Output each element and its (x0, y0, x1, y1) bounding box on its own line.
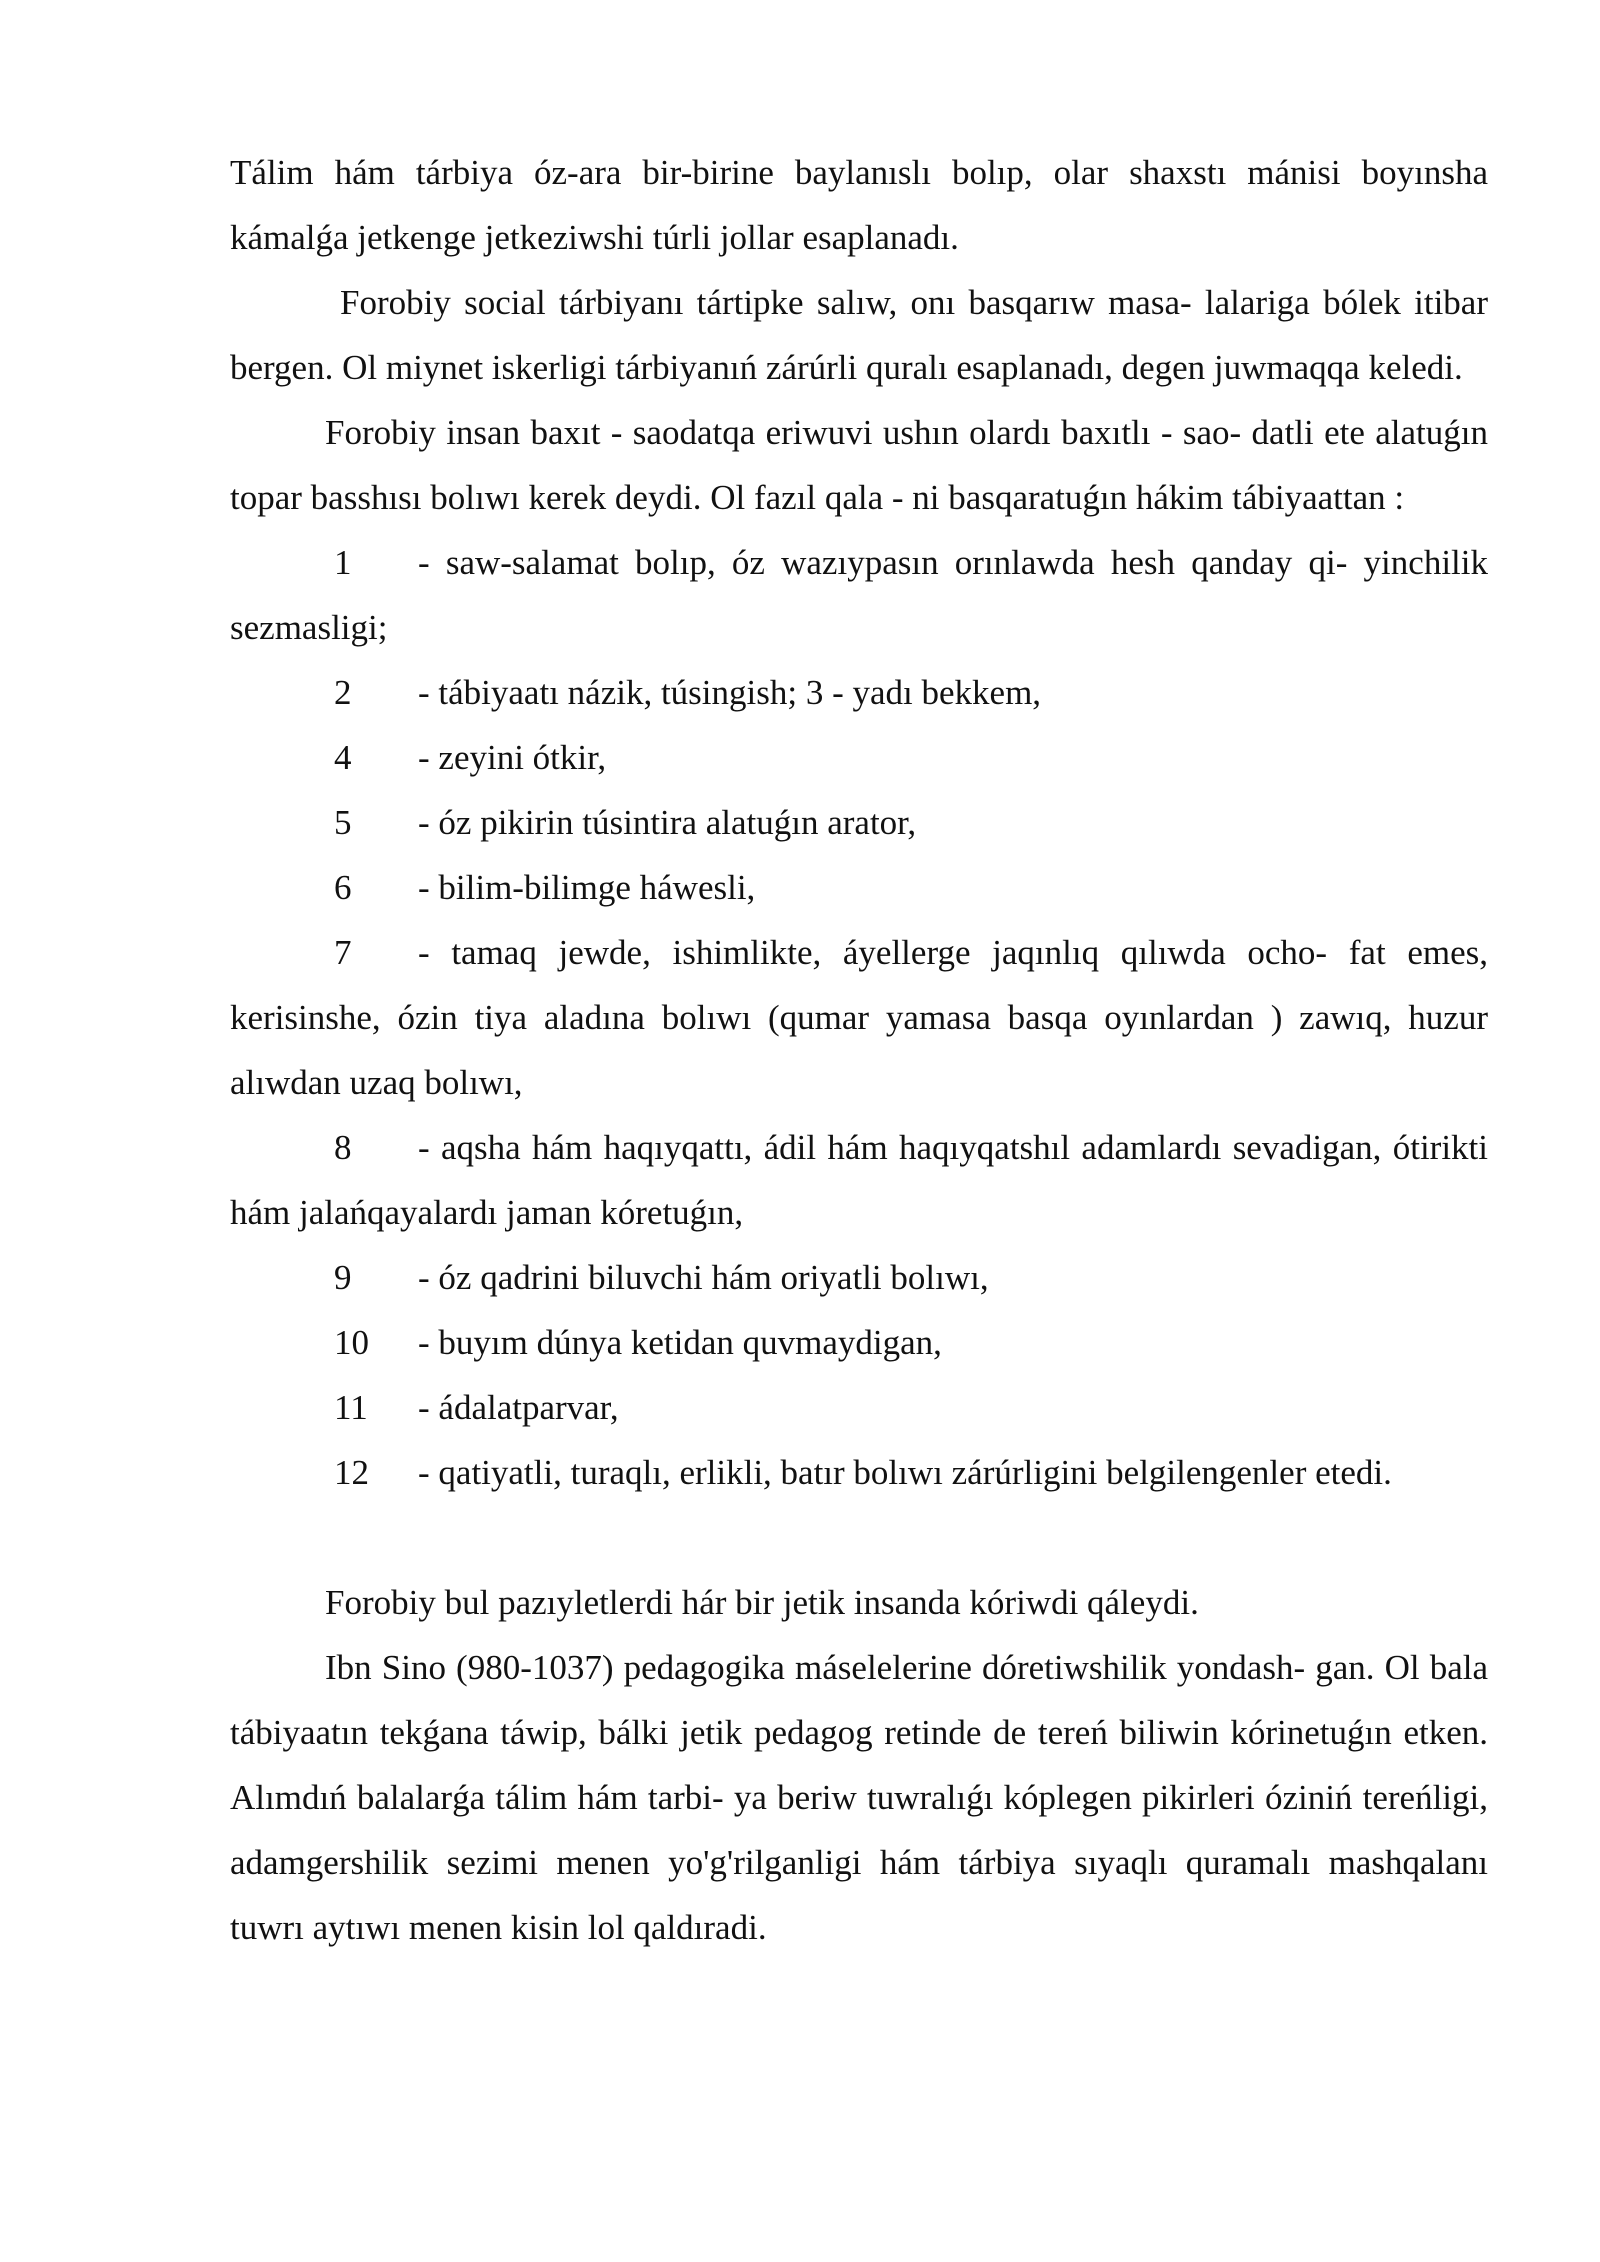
list-item (230, 660, 1488, 725)
document-page (230, 140, 1488, 1960)
list-number: 2 (334, 673, 352, 712)
paragraph-3: Forobiy insan baxıt - saodatqa eriwuvi ushın olardı baxıtlı - sao- datli ete alatuǵın topar basshısı bolıwı kerek deydi. Ol fazıl qala - ni basqaratuǵın hákim tábiyaattan : (230, 413, 1488, 517)
list-number: 12 (334, 1453, 369, 1492)
list-text: - ádalatparvar, (418, 1388, 619, 1427)
list-text: - qatiyatli, turaqlı, erlikli, batır bolıwı zárúrligini belgilengenler etedi. (418, 1453, 1392, 1492)
list-number: 10 (334, 1323, 369, 1362)
list-number: 6 (334, 868, 352, 907)
list-item (230, 790, 1488, 855)
list-item (230, 1310, 1488, 1375)
paragraph-4: Forobiy bul pazıyletlerdi hár bir jetik insanda kóriwdi qáleydi. (325, 1583, 1199, 1622)
paragraph-2: Forobiy social tárbiyanı tártipke salıw, onı basqarıw masa- lalariga bólek itibar bergen. Ol miynet iskerligi tárbiyanıń zárúrli quralı esaplanadı, degen juwmaqqa keledi. (230, 283, 1488, 387)
list-text: - tábiyaatı názik, túsingish; 3 - yadı bekkem, (418, 673, 1042, 712)
paragraph-5: Ibn Sino (980-1037) pedagogika máselelerine dóretiwshilik yondash- gan. Ol bala tábiyaatın tekǵana táwip, bálki jetik pedagog retinde de tereń biliwin kórinetuǵın etken. Alımdıń balalarǵa tálim hám tarbi- ya beriw tuwralıǵı kóplegen pikirleri óziniń tereńligi, adamgershilik sezimi menen yo'g'rilganligi hám tárbiya sıyaqlı quramalı mashqalanı tuwrı aytıwı menen kisin lol qaldıradi. (230, 1648, 1488, 1947)
paragraph-1: Tálim hám tárbiya óz-ara bir-birine baylanıslı bolıp, olar shaxstı mánisi boyınsha kámalǵa jetkenge jetkeziwshi túrli jollar esaplanadı. (230, 153, 1488, 257)
list-text: - bilim-bilimge háwesli, (418, 868, 756, 907)
list-item (230, 1505, 1488, 1570)
list-number: 7 (334, 933, 352, 972)
list-text: - tamaq jewde, ishimlikte, áyellerge jaqınlıq qılıwda ocho- fat emes, kerisinshe, ózin tiya aladına bolıwı (qumar yamasa basqa oyınlardan ) zawıq, huzur alıwdan uzaq bolıwı, (230, 933, 1488, 1102)
list-item (230, 530, 1488, 660)
list-number: 1 (334, 543, 352, 582)
list-item (230, 1440, 1488, 1505)
list-item (230, 855, 1488, 920)
list-item (230, 1245, 1488, 1310)
list-item (230, 1115, 1488, 1245)
list-item (230, 725, 1488, 790)
list-text: - óz pikirin túsintira alatuǵın arator, (418, 803, 917, 842)
list-number: 9 (334, 1258, 352, 1297)
list-item (230, 1375, 1488, 1440)
list-text: - saw-salamat bolıp, óz wazıypasın orınlawda hesh qanday qi- yinchilik sezmasligi; (230, 543, 1488, 647)
list-text: - aqsha hám haqıyqattı, ádil hám haqıyqatshıl adamlardı sevadigan, ótirikti hám jalańqayalardı jaman kóretuǵın, (230, 1128, 1488, 1232)
list-text: - zeyini ótkir, (418, 738, 607, 777)
list-number: 11 (334, 1388, 368, 1427)
list-item (230, 920, 1488, 1115)
list-number: 5 (334, 803, 352, 842)
qualities-list (230, 530, 1488, 1570)
list-text: - óz qadrini biluvchi hám oriyatli bolıwı, (418, 1258, 989, 1297)
list-number: 4 (334, 738, 352, 777)
list-text: - buyım dúnya ketidan quvmaydigan, (418, 1323, 942, 1362)
list-number: 8 (334, 1128, 352, 1167)
